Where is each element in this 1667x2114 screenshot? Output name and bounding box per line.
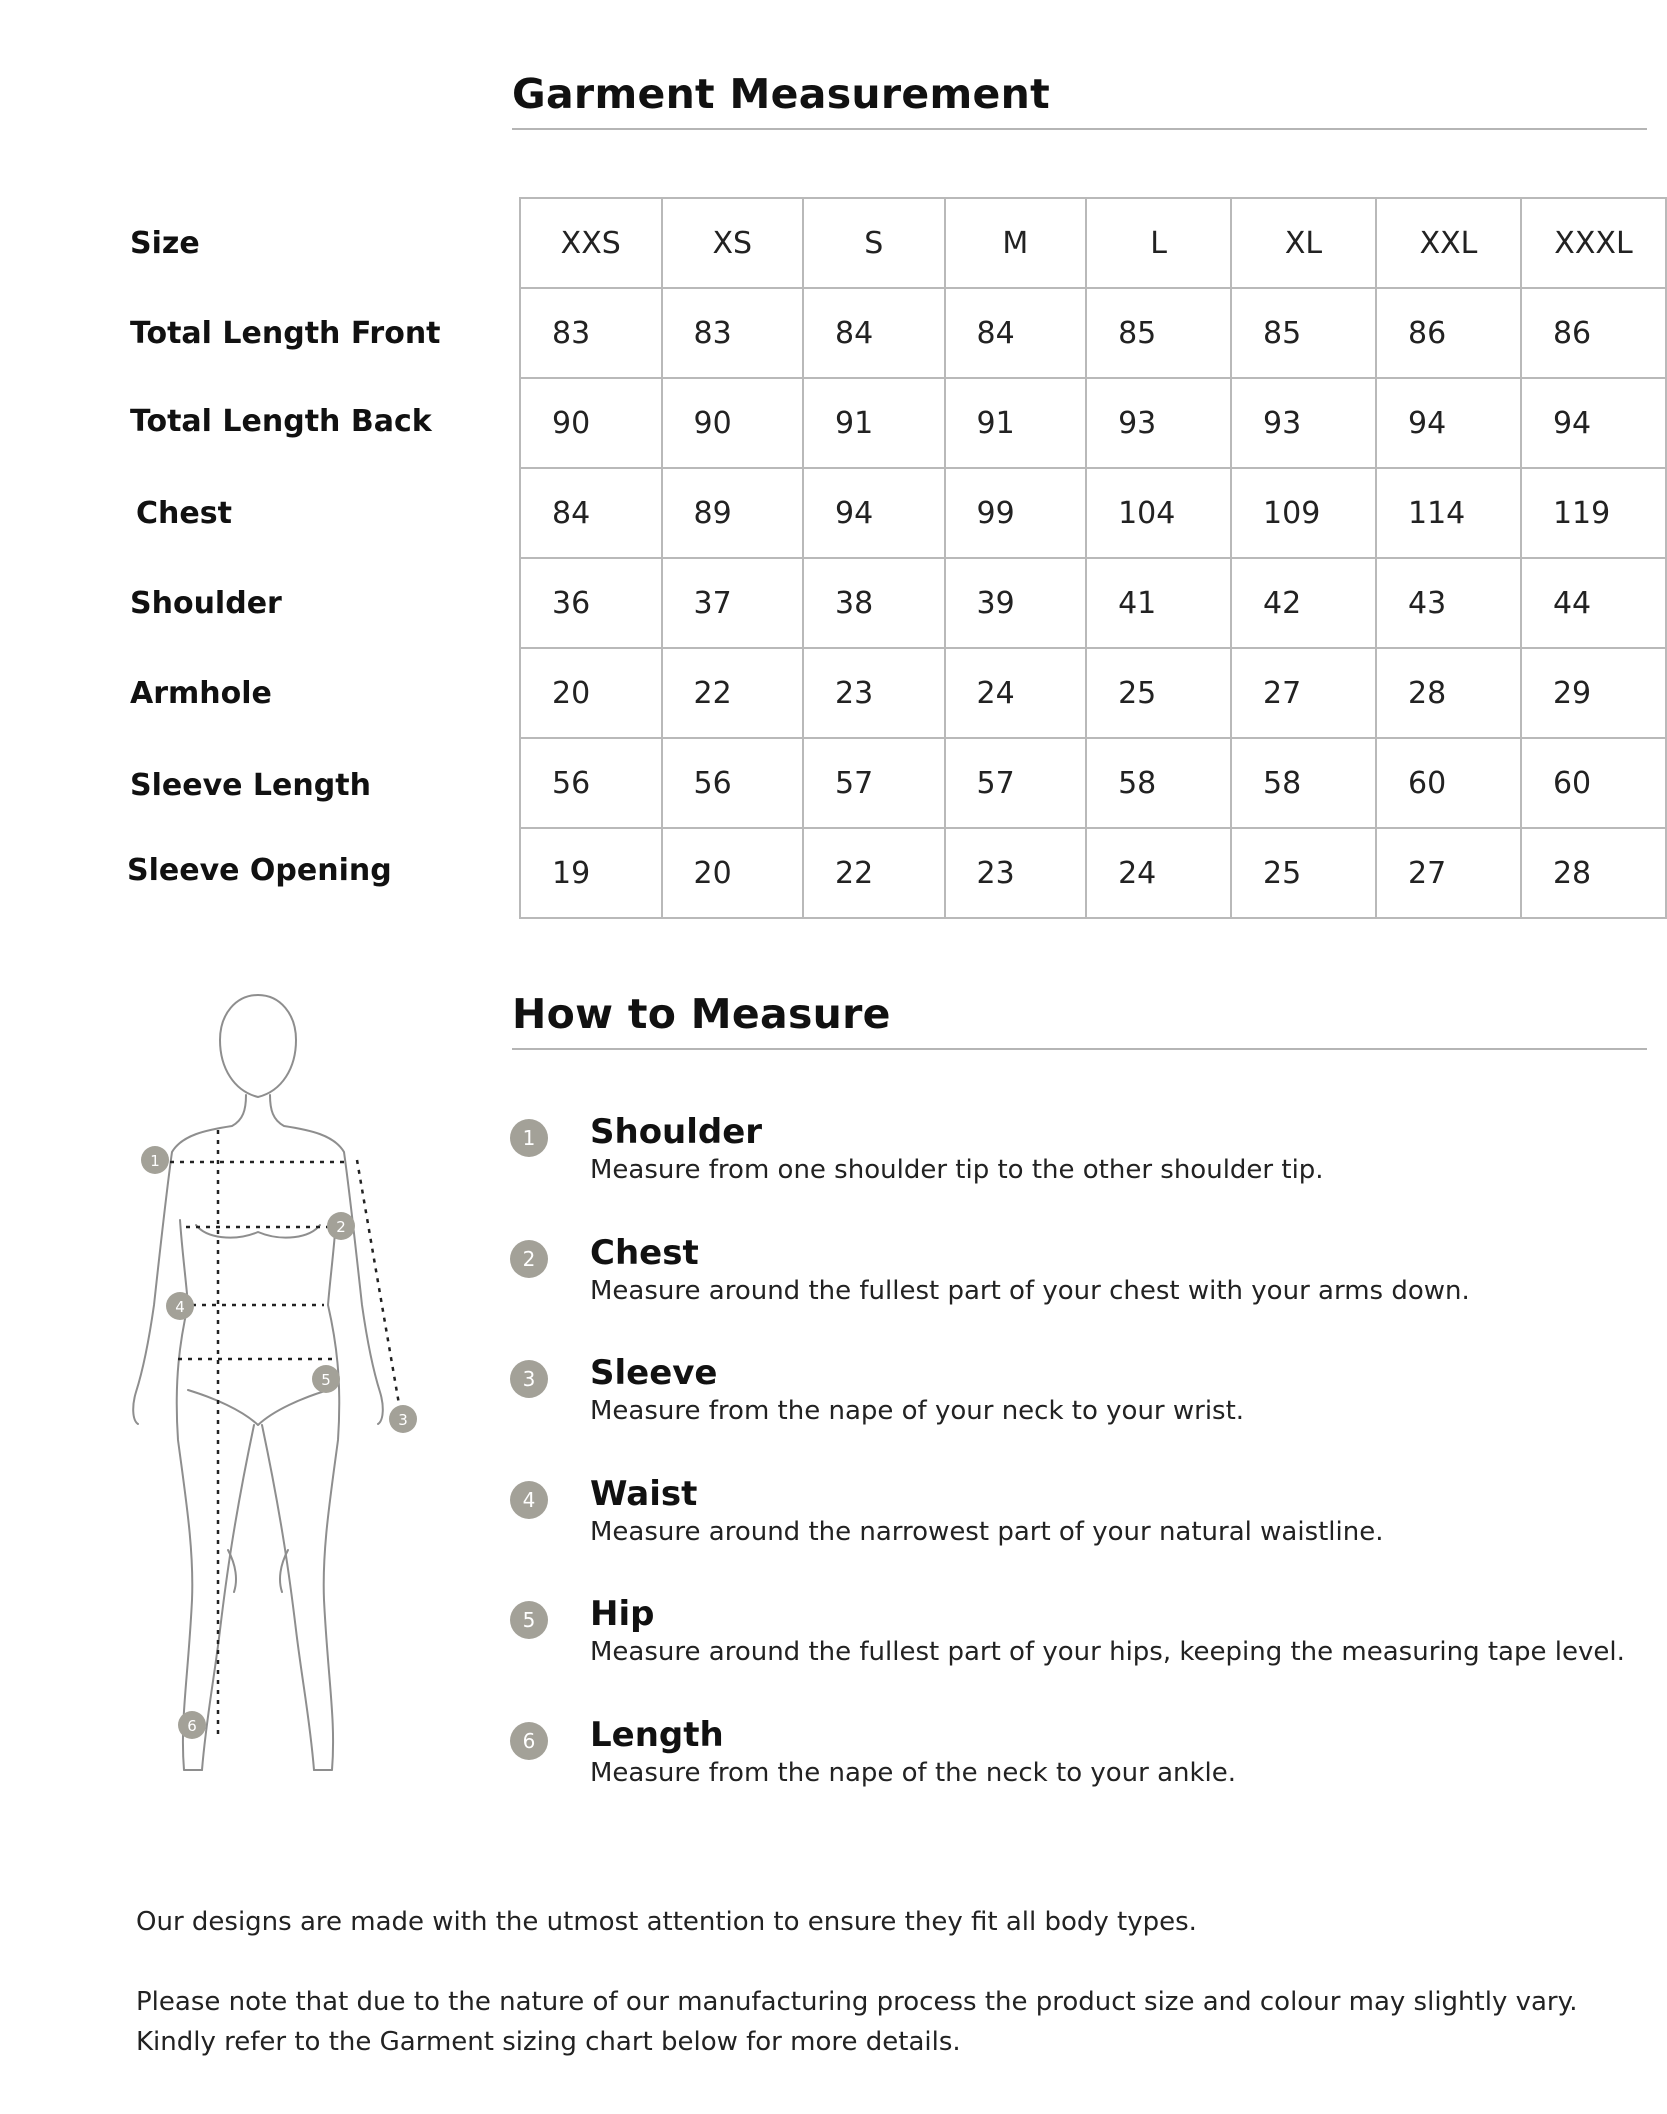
size-header-cell: XL — [1231, 198, 1376, 288]
step-title: Sleeve — [590, 1353, 718, 1393]
step-waist — [510, 1472, 1625, 1593]
step-description: Measure around the narrowest part of your natural waistline. — [590, 1516, 1384, 1547]
row-label-armhole: Armhole — [130, 676, 272, 711]
size-header-row — [520, 198, 1666, 288]
size-header-cell: XXS — [520, 198, 662, 288]
value-cell: 56 — [520, 738, 662, 828]
step-number-badge: 5 — [510, 1601, 548, 1639]
value-cell: 94 — [1376, 378, 1521, 468]
value-cell: 85 — [1231, 288, 1376, 378]
value-cell: 38 — [803, 558, 945, 648]
value-cell: 60 — [1521, 738, 1666, 828]
step-number-badge: 1 — [510, 1119, 548, 1157]
value-cell: 86 — [1521, 288, 1666, 378]
value-cell: 86 — [1376, 288, 1521, 378]
title-divider — [512, 128, 1647, 130]
size-header-cell: XS — [662, 198, 804, 288]
step-chest — [510, 1231, 1625, 1352]
marker-2 — [327, 1212, 355, 1240]
size-table — [519, 197, 1667, 919]
value-cell: 58 — [1086, 738, 1231, 828]
value-cell: 22 — [803, 828, 945, 918]
value-cell: 93 — [1231, 378, 1376, 468]
footer-note-fit: Our designs are made with the utmost attention to ensure they fit all body types. — [136, 1907, 1197, 1937]
row-label-shoulder: Shoulder — [130, 586, 282, 621]
row-label-chest: Chest — [136, 496, 232, 531]
step-number-badge: 6 — [510, 1722, 548, 1760]
value-cell: 94 — [803, 468, 945, 558]
value-cell: 27 — [1231, 648, 1376, 738]
step-description: Measure from the nape of the neck to your ankle. — [590, 1757, 1237, 1788]
value-cell: 41 — [1086, 558, 1231, 648]
value-cell: 20 — [520, 648, 662, 738]
size-header-cell: L — [1086, 198, 1231, 288]
value-cell: 57 — [803, 738, 945, 828]
value-cell: 56 — [662, 738, 804, 828]
value-cell: 24 — [945, 648, 1087, 738]
value-cell: 36 — [520, 558, 662, 648]
measurement-guides — [170, 1130, 400, 1740]
value-cell: 22 — [662, 648, 804, 738]
value-cell: 27 — [1376, 828, 1521, 918]
table-row — [520, 288, 1666, 378]
step-number-badge: 4 — [510, 1481, 548, 1519]
value-cell: 23 — [803, 648, 945, 738]
value-cell: 104 — [1086, 468, 1231, 558]
step-number-badge: 3 — [510, 1360, 548, 1398]
marker-5 — [312, 1365, 340, 1393]
value-cell: 29 — [1521, 648, 1666, 738]
marker-1 — [141, 1146, 169, 1174]
value-cell: 39 — [945, 558, 1087, 648]
row-label-total-length-front: Total Length Front — [130, 316, 441, 351]
marker-4-label: 4 — [175, 1298, 185, 1316]
value-cell: 25 — [1086, 648, 1231, 738]
step-description: Measure around the fullest part of your chest with your arms down. — [590, 1275, 1470, 1306]
value-cell: 44 — [1521, 558, 1666, 648]
marker-5-label: 5 — [321, 1371, 331, 1389]
marker-3-label: 3 — [398, 1411, 408, 1429]
value-cell: 91 — [945, 378, 1087, 468]
row-label-sleeve-opening: Sleeve Opening — [127, 853, 392, 888]
value-cell: 43 — [1376, 558, 1521, 648]
value-cell: 89 — [662, 468, 804, 558]
footer-note-variation: Please note that due to the nature of our manufacturing process the product size and colour may slightly vary. — [136, 1987, 1578, 2017]
garment-measurement-title: Garment Measurement — [512, 70, 1051, 118]
table-row — [520, 648, 1666, 738]
value-cell: 119 — [1521, 468, 1666, 558]
size-header-cell: S — [803, 198, 945, 288]
step-length — [510, 1713, 1625, 1834]
marker-1-label: 1 — [150, 1152, 160, 1170]
value-cell: 85 — [1086, 288, 1231, 378]
measure-steps-list — [510, 1110, 1625, 1833]
row-label-sleeve-length: Sleeve Length — [130, 768, 371, 803]
value-cell: 60 — [1376, 738, 1521, 828]
how-to-measure-title: How to Measure — [512, 990, 891, 1038]
value-cell: 24 — [1086, 828, 1231, 918]
value-cell: 109 — [1231, 468, 1376, 558]
value-cell: 99 — [945, 468, 1087, 558]
step-title: Chest — [590, 1232, 699, 1273]
body-measurement-figure — [110, 980, 440, 1800]
marker-3 — [389, 1405, 417, 1433]
step-description: Measure around the fullest part of your hips, keeping the measuring tape level. — [590, 1637, 1625, 1667]
size-header-cell: XXL — [1376, 198, 1521, 288]
step-sleeve — [510, 1351, 1625, 1472]
value-cell: 37 — [662, 558, 804, 648]
value-cell: 90 — [662, 378, 804, 468]
value-cell: 58 — [1231, 738, 1376, 828]
step-number-badge: 2 — [510, 1240, 548, 1278]
marker-4 — [166, 1292, 194, 1320]
value-cell: 28 — [1521, 828, 1666, 918]
value-cell: 93 — [1086, 378, 1231, 468]
value-cell: 57 — [945, 738, 1087, 828]
value-cell: 90 — [520, 378, 662, 468]
row-label-total-length-back: Total Length Back — [130, 404, 432, 439]
step-hip — [510, 1592, 1625, 1713]
value-cell: 83 — [662, 288, 804, 378]
marker-2-label: 2 — [336, 1218, 346, 1236]
value-cell: 19 — [520, 828, 662, 918]
step-shoulder — [510, 1110, 1625, 1231]
size-header-cell: XXXL — [1521, 198, 1666, 288]
table-row — [520, 558, 1666, 648]
value-cell: 114 — [1376, 468, 1521, 558]
value-cell: 28 — [1376, 648, 1521, 738]
value-cell: 20 — [662, 828, 804, 918]
value-cell: 84 — [520, 468, 662, 558]
table-row — [520, 378, 1666, 468]
footer-note-refer: Kindly refer to the Garment sizing chart below for more details. — [136, 2027, 961, 2057]
marker-6-label: 6 — [187, 1717, 197, 1735]
size-header-cell: M — [945, 198, 1087, 288]
value-cell: 94 — [1521, 378, 1666, 468]
value-cell: 84 — [803, 288, 945, 378]
step-title: Shoulder — [590, 1112, 763, 1152]
step-description: Measure from the nape of your neck to your wrist. — [590, 1396, 1245, 1426]
table-row — [520, 468, 1666, 558]
step-title: Length — [590, 1714, 724, 1755]
body-outline — [133, 995, 383, 1770]
table-row — [520, 738, 1666, 828]
value-cell: 23 — [945, 828, 1087, 918]
step-title: Hip — [590, 1594, 655, 1634]
value-cell: 25 — [1231, 828, 1376, 918]
value-cell: 84 — [945, 288, 1087, 378]
table-row — [520, 828, 1666, 918]
value-cell: 83 — [520, 288, 662, 378]
step-title: Waist — [590, 1473, 698, 1514]
step-description: Measure from one shoulder tip to the other shoulder tip. — [590, 1155, 1324, 1185]
value-cell: 42 — [1231, 558, 1376, 648]
marker-6 — [178, 1711, 206, 1739]
size-row-label: Size — [130, 226, 200, 261]
value-cell: 91 — [803, 378, 945, 468]
how-to-divider — [512, 1048, 1647, 1050]
